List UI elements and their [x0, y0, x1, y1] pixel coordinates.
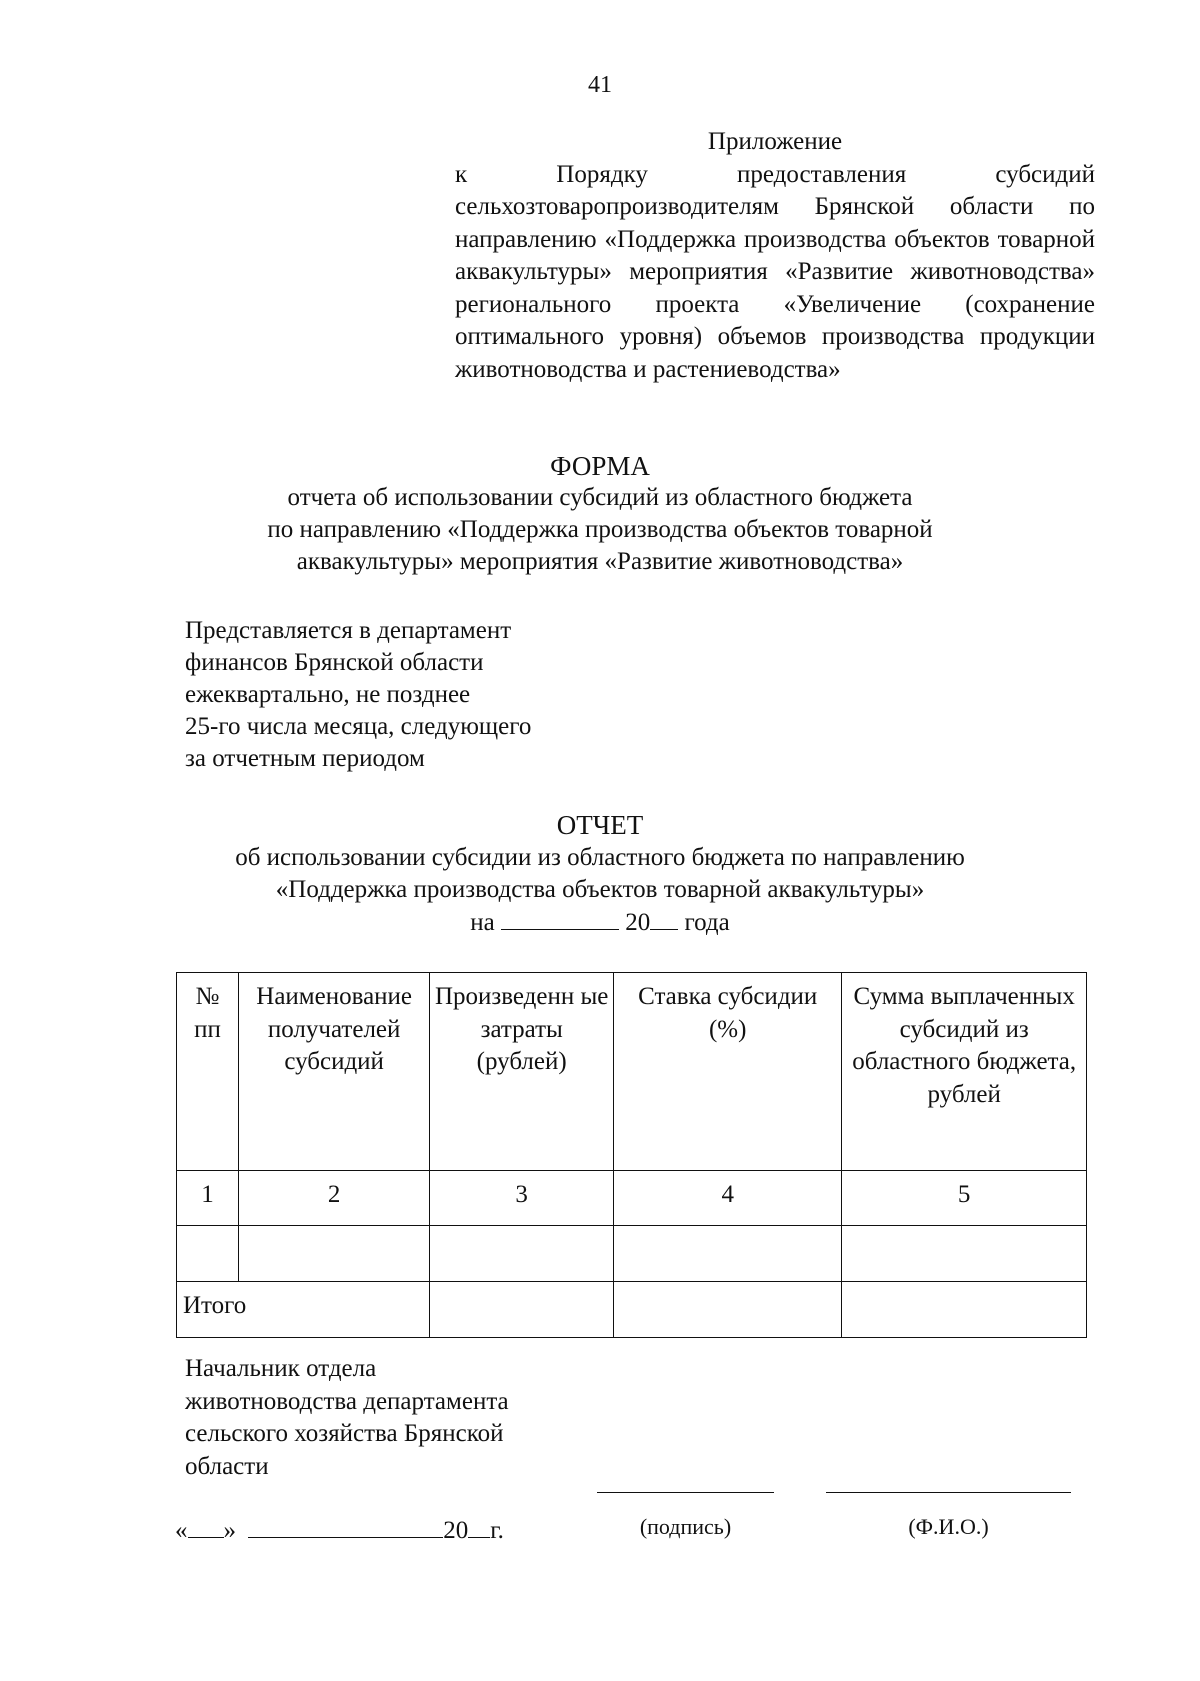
signature-line[interactable] — [597, 1492, 774, 1493]
table-cell[interactable] — [430, 1226, 614, 1282]
signature-date — [175, 1513, 504, 1545]
submission-note-line: за отчетным периодом — [185, 745, 425, 772]
report-subtitle-line: «Поддержка производства объектов товарной аквакультуры» — [275, 876, 925, 903]
period-year-blank[interactable] — [650, 907, 678, 930]
period-suffix: года — [684, 908, 730, 936]
table-cell[interactable] — [842, 1282, 1087, 1338]
table-cell[interactable] — [614, 1226, 842, 1282]
submission-note-line: Представляется в департамент — [185, 617, 512, 644]
header-cell-amount: Сумма выплаченных субсидий из областного бюджета, рублей — [842, 973, 1087, 1171]
signature-caption: (подпись) — [639, 1514, 732, 1539]
date-year: 20 — [443, 1517, 469, 1544]
name-line[interactable] — [826, 1492, 1071, 1493]
header-cell-number: № пп — [177, 973, 239, 1171]
table-cell[interactable] — [430, 1282, 614, 1338]
submission-note-line: ежеквартально, не позднее — [185, 681, 471, 708]
form-subtitle-line: по направлению «Поддержка производства объектов товарной — [267, 516, 933, 543]
column-number: 4 — [614, 1171, 842, 1226]
header-cell-recipient: Наименование получателей субсидий — [238, 973, 429, 1171]
submission-note-line: 25-го числа месяца, следующего — [185, 713, 532, 740]
date-day-blank[interactable] — [188, 1513, 224, 1538]
table-cell[interactable] — [238, 1226, 429, 1282]
date-month-blank[interactable] — [248, 1513, 443, 1538]
report-period — [150, 907, 1050, 940]
date-close-quote: » — [223, 1517, 236, 1544]
position-line: области — [185, 1452, 269, 1480]
signature-position — [185, 1353, 605, 1483]
report-table — [176, 972, 1087, 1338]
appendix-block — [455, 126, 1095, 386]
table-row-empty — [177, 1226, 1087, 1282]
form-heading — [150, 450, 1050, 578]
appendix-text: к Порядку предоставления субсидий сельхозтоваропроизводителям Брянской области по направлению «Поддержка производства объектов товарной аквакультуры» мероприятия «Развитие животноводства» регионального проекта «Увеличение (сохранение оптимального уровня) объемов производства продукции животноводства и растениеводства» — [455, 160, 1095, 383]
table-row-column-numbers — [177, 1171, 1087, 1226]
position-line: животноводства департамента — [185, 1387, 509, 1415]
column-number: 1 — [177, 1171, 239, 1226]
total-label: Итого — [177, 1282, 430, 1338]
table-cell[interactable] — [614, 1282, 842, 1338]
date-suffix: г. — [490, 1517, 504, 1544]
period-year: 20 — [625, 908, 651, 936]
table-row-total — [177, 1282, 1087, 1338]
period-date-blank[interactable] — [501, 907, 619, 930]
table-cell[interactable] — [177, 1226, 239, 1282]
report-title: ОТЧЕТ — [556, 810, 644, 840]
column-number: 5 — [842, 1171, 1087, 1226]
form-title: ФОРМА — [550, 451, 650, 481]
submission-note-line: финансов Брянской области — [185, 649, 484, 676]
form-subtitle-line: аквакультуры» мероприятия «Развитие животноводства» — [296, 548, 904, 575]
header-cell-rate: Ставка субсидии (%) — [614, 973, 842, 1171]
column-number: 2 — [238, 1171, 429, 1226]
appendix-title: Приложение — [707, 128, 843, 155]
report-subtitle-line: об использовании субсидии из областного бюджета по направлению — [235, 843, 965, 871]
column-number: 3 — [430, 1171, 614, 1226]
table-header-row — [177, 973, 1087, 1171]
report-heading — [150, 809, 1050, 939]
date-open-quote: « — [175, 1517, 188, 1544]
submission-note — [185, 615, 705, 775]
form-subtitle-line: отчета об использовании субсидий из областного бюджета — [287, 484, 913, 511]
page-number: 41 — [588, 72, 612, 98]
table-cell[interactable] — [842, 1226, 1087, 1282]
header-cell-expenses: Произведенн ые затраты (рублей) — [430, 973, 614, 1171]
name-caption: (Ф.И.О.) — [908, 1514, 989, 1539]
date-year-blank[interactable] — [468, 1513, 490, 1538]
position-line: Начальник отдела — [185, 1355, 377, 1382]
period-prefix: на — [470, 908, 495, 936]
position-line: сельского хозяйства Брянской — [185, 1420, 504, 1447]
